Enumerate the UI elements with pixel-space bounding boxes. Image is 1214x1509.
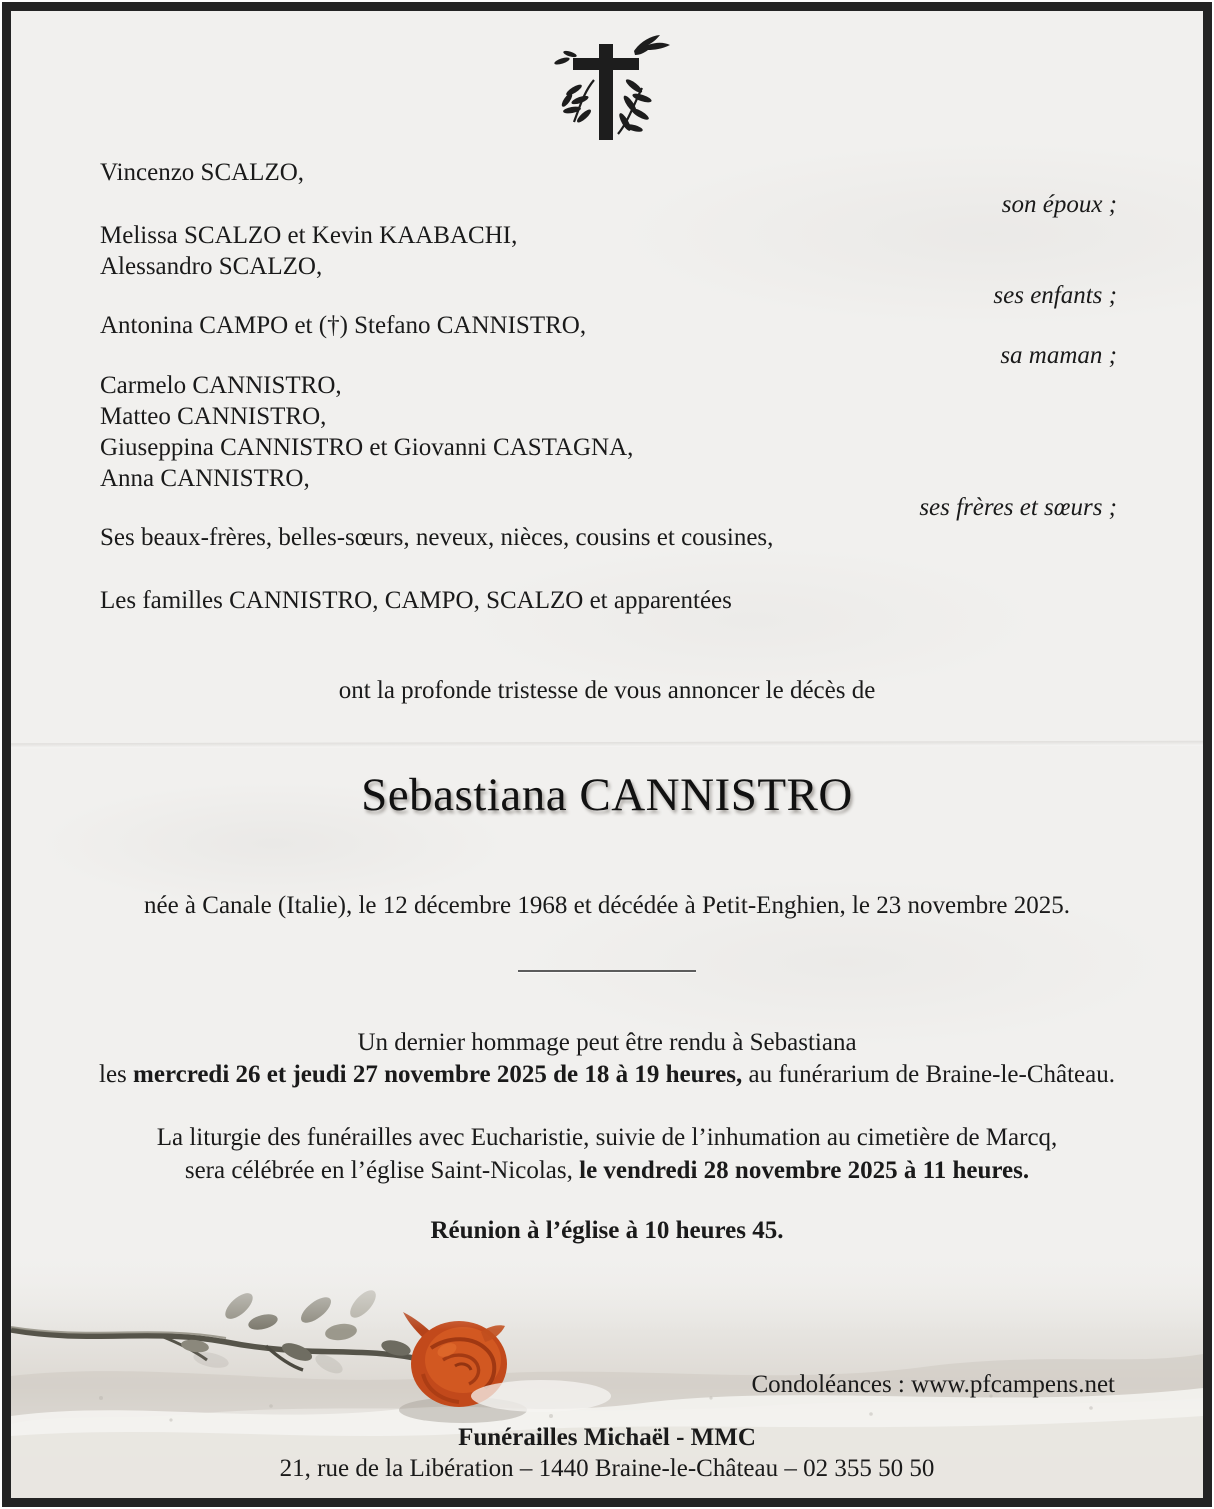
liturgy-line-2 bbox=[0, 1156, 1214, 1186]
liturgy-line-1: La liturgie des funérailles avec Eucharistie, suivie de l’inhumation au cimetière de Marcq, bbox=[156, 1124, 1058, 1151]
family-member-line: Antonina CAMPO et (†) Stefano CANNISTRO, bbox=[100, 312, 587, 339]
family-member-line: Carmelo CANNISTRO, bbox=[100, 372, 342, 399]
tribute-dates: mercredi 26 et jeudi 27 novembre 2025 de 18 à 19 heures, bbox=[133, 1061, 743, 1088]
funeral-home-name: Funérailles Michaël - MMC bbox=[458, 1424, 756, 1451]
family-member-line: Les familles CANNISTRO, CAMPO, SCALZO et apparentées bbox=[100, 587, 732, 614]
family-member-line: Giuseppina CANNISTRO et Giovanni CASTAGNA, bbox=[100, 434, 634, 461]
dove-icon bbox=[634, 35, 670, 55]
family-member-line: Anna CANNISTRO, bbox=[100, 465, 310, 492]
relation-label: son époux ; bbox=[1001, 191, 1117, 218]
life-dates-line: née à Canale (Italie), le 12 décembre 1968 et décédée à Petit-Enghien, le 23 novembre 2025. bbox=[143, 892, 1070, 919]
deceased-name: Sebastiana CANNISTRO bbox=[361, 769, 853, 821]
liturgy-prefix: sera célébrée en l’église Saint-Nicolas, bbox=[184, 1157, 580, 1184]
family-member-line: Melissa SCALZO et Kevin KAABACHI, bbox=[100, 222, 518, 249]
tribute-line-1: Un dernier hommage peut être rendu à Sebastiana bbox=[357, 1029, 857, 1056]
condolences-line: Condoléances : www.pfcampens.net bbox=[751, 1371, 1115, 1398]
cross-dove-icon bbox=[522, 30, 692, 142]
relation-label: ses frères et sœurs ; bbox=[919, 494, 1117, 521]
relation-label: sa maman ; bbox=[1000, 342, 1117, 369]
laurel-right bbox=[617, 77, 652, 134]
family-member-line: Ses beaux-frères, belles-sœurs, neveux, nièces, cousins et cousines, bbox=[100, 524, 774, 551]
announcement-line: ont la profonde tristesse de vous annoncer le décès de bbox=[338, 677, 876, 704]
family-member-line: Alessandro SCALZO, bbox=[100, 253, 323, 280]
liturgy-date: le vendredi 28 novembre 2025 à 11 heures. bbox=[579, 1157, 1030, 1184]
paper-crease bbox=[11, 741, 1203, 748]
relation-label: ses enfants ; bbox=[993, 282, 1117, 309]
family-member-line: Matteo CANNISTRO, bbox=[100, 403, 327, 430]
tribute-suffix: au funérarium de Braine-le-Château. bbox=[742, 1061, 1115, 1088]
tribute-line-2 bbox=[0, 1060, 1214, 1090]
family-member-line: Vincenzo SCALZO, bbox=[100, 159, 305, 186]
tribute-prefix: les bbox=[99, 1061, 134, 1088]
meeting-line-1: Réunion à l’église à 10 heures 45. bbox=[430, 1217, 784, 1244]
section-divider bbox=[518, 970, 696, 972]
funeral-home-address: 21, rue de la Libération – 1440 Braine-le-Château – 02 355 50 50 bbox=[279, 1455, 935, 1482]
